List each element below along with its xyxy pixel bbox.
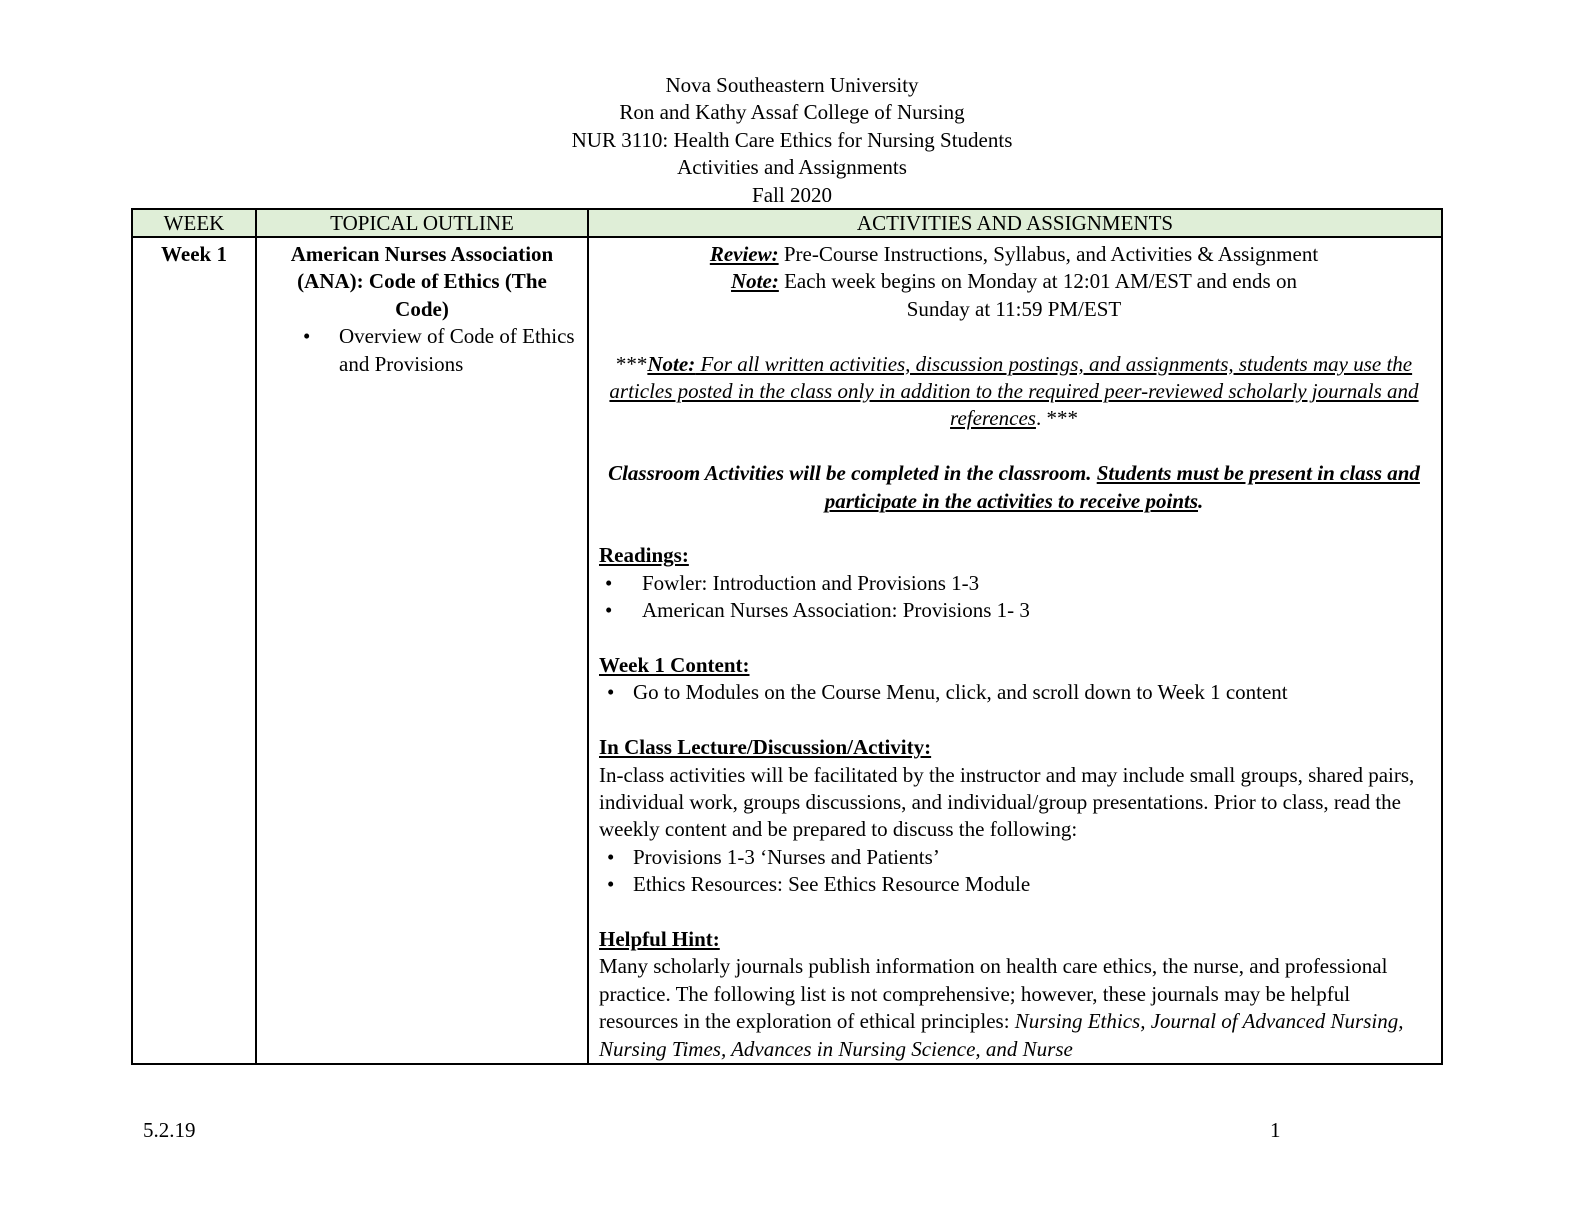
topic-list xyxy=(269,323,575,378)
classroom-note xyxy=(599,460,1429,515)
review-line xyxy=(599,241,1429,268)
classroom-text: Classroom Activities will be completed in the classroom. xyxy=(608,461,1097,486)
review-label: Review: xyxy=(709,242,779,266)
list-item: • Go to Modules on the Course Menu, click, and scroll down to Week 1 content xyxy=(599,679,1429,706)
document-title: Activities and Assignments xyxy=(677,155,907,180)
classroom-end: . xyxy=(1198,488,1204,513)
warning-label: Note: xyxy=(647,351,696,376)
hint-paragraph xyxy=(599,953,1429,1063)
course-title: NUR 3110: Health Care Ethics for Nursing Students xyxy=(571,127,1013,152)
note-line xyxy=(599,268,1429,295)
lecture-text: In-class activities will be facilitated by the instructor and may include small groups, shared pairs, individual work, groups discussions, and individual/group presentations. Prior to class, read the weekly content and be prepared to discuss the following: xyxy=(599,762,1415,842)
warning-suffix: . *** xyxy=(1035,406,1078,431)
schedule-table xyxy=(131,208,1443,1065)
university-name: Nova Southeastern University xyxy=(665,73,919,97)
note-label: Note: xyxy=(731,269,779,294)
readings-heading: Readings: xyxy=(599,543,689,568)
lecture-heading: In Class Lecture/Discussion/Activity: xyxy=(599,735,932,760)
topic-cell xyxy=(256,237,588,1064)
college-name: Ron and Kathy Assaf College of Nursing xyxy=(619,100,965,125)
activities-cell xyxy=(588,237,1442,1064)
content-heading: Week 1 Content: xyxy=(599,653,750,678)
review-text: Pre-Course Instructions, Syllabus, and Activities & Assignment xyxy=(778,242,1319,266)
topic-title: American Nurses Association (ANA): Code of Ethics (The Code) xyxy=(290,242,554,321)
column-header-week: WEEK xyxy=(132,209,256,237)
column-header-topical-outline: TOPICAL OUTLINE xyxy=(256,209,588,237)
table-row xyxy=(132,237,1442,1064)
hint-heading: Helpful Hint: xyxy=(599,927,720,952)
list-item: • Fowler: Introduction and Provisions 1-3 xyxy=(599,570,1429,597)
column-header-activities: ACTIVITIES AND ASSIGNMENTS xyxy=(588,209,1442,237)
list-item: • American Nurses Association: Provisions 1- 3 xyxy=(599,597,1429,624)
hint-journals: Nursing Ethics, Journal of Advanced Nursing, Nursing Times, Advances in Nursing Science, and Nurse xyxy=(599,1009,1404,1061)
readings-list xyxy=(599,570,1429,625)
note-text-1: Each week begins on Monday at 12:01 AM/EST and ends on xyxy=(778,269,1297,294)
note-line-2: Sunday at 11:59 PM/EST xyxy=(906,296,1122,321)
classroom-underline: Students must be present in class and participate in the activities to receive points xyxy=(824,461,1420,513)
list-item: • Ethics Resources: See Ethics Resource Module xyxy=(599,871,1429,898)
list-item: • Provisions 1-3 ‘Nurses and Patients’ xyxy=(599,844,1429,871)
term: Fall 2020 xyxy=(752,182,832,207)
warning-note xyxy=(599,351,1429,433)
footer-page-number: 1 xyxy=(1270,1118,1281,1142)
footer-date: 5.2.19 xyxy=(143,1118,196,1142)
topic-bullet: • Overview of Code of Ethics and Provisions xyxy=(339,323,575,378)
week-cell: Week 1 xyxy=(132,237,256,1064)
content-list xyxy=(599,679,1429,706)
document-header xyxy=(0,72,1584,209)
warning-prefix: *** xyxy=(615,351,648,376)
lecture-list xyxy=(599,844,1429,899)
warning-text: For all written activities, discussion postings, and assignments, students may use the articles posted in the class only in addition to the required peer-reviewed scholarly journals and references xyxy=(609,351,1419,431)
table-header-row xyxy=(132,209,1442,237)
hint-text: Many scholarly journals publish information on health care ethics, the nurse, and professional practice. The following list is not comprehensive; however, these journals may be helpful resources in the exploration of ethical principles: xyxy=(599,954,1388,1034)
